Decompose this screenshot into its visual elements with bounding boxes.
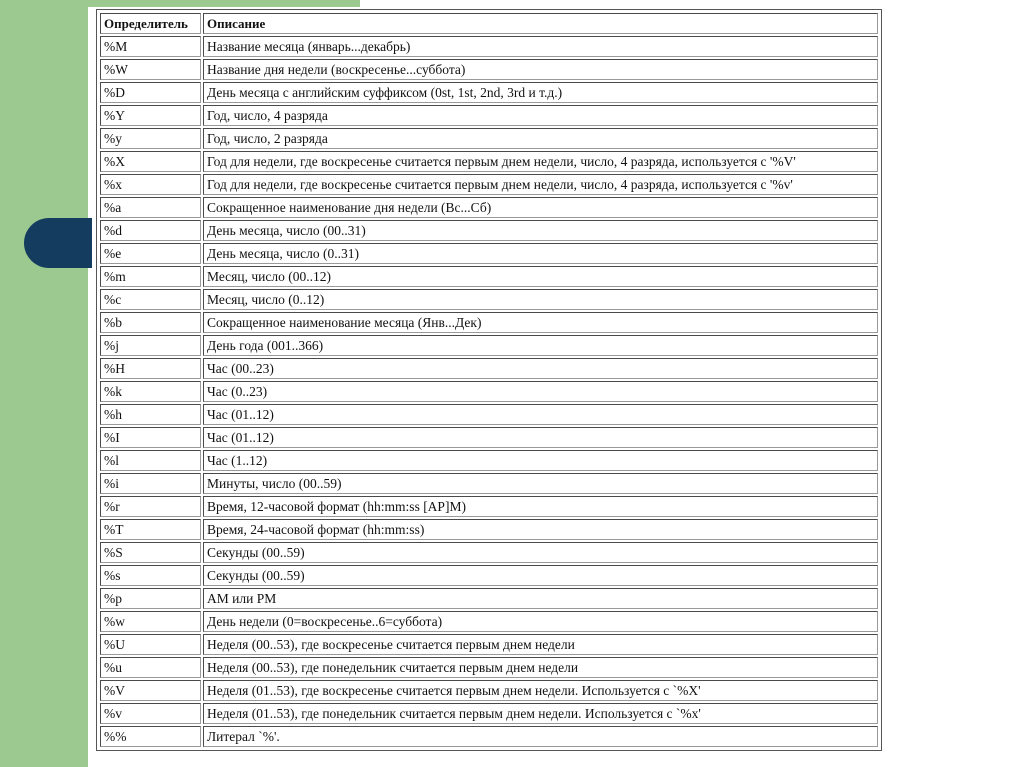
table-row — [100, 174, 878, 195]
table-row — [100, 197, 878, 218]
specifier-cell: %s — [100, 565, 201, 586]
table-row — [100, 220, 878, 241]
description-cell: Неделя (01..53), где воскресенье считается первым днем недели. Используется с `%X' — [203, 680, 878, 701]
slide-tab-decor — [24, 218, 92, 268]
format-specifiers-table — [98, 11, 880, 749]
specifier-cell: %v — [100, 703, 201, 724]
table-row — [100, 82, 878, 103]
description-cell: Час (0..23) — [203, 381, 878, 402]
description-cell: Час (1..12) — [203, 450, 878, 471]
specifier-cell: %w — [100, 611, 201, 632]
description-cell: Год для недели, где воскресенье считается первым днем недели, число, 4 разряда, используется с '%V' — [203, 151, 878, 172]
table-row — [100, 151, 878, 172]
specifier-cell: %H — [100, 358, 201, 379]
top-decor-strip — [88, 0, 360, 7]
specifier-cell: %k — [100, 381, 201, 402]
specifier-cell: %M — [100, 36, 201, 57]
table-row — [100, 450, 878, 471]
specifier-cell: %Y — [100, 105, 201, 126]
table-row — [100, 358, 878, 379]
table-header-row — [100, 13, 878, 34]
table-row — [100, 105, 878, 126]
description-cell: Время, 12-часовой формат (hh:mm:ss [AP]M) — [203, 496, 878, 517]
table-row — [100, 680, 878, 701]
description-cell: Неделя (00..53), где понедельник считается первым днем недели — [203, 657, 878, 678]
table-row — [100, 427, 878, 448]
description-cell: Час (01..12) — [203, 427, 878, 448]
description-cell: Час (00..23) — [203, 358, 878, 379]
specifier-cell: %S — [100, 542, 201, 563]
table-row — [100, 312, 878, 333]
description-cell: Год, число, 4 разряда — [203, 105, 878, 126]
table-row — [100, 542, 878, 563]
description-cell: Месяц, число (0..12) — [203, 289, 878, 310]
specifier-cell: %T — [100, 519, 201, 540]
description-cell: Название дня недели (воскресенье...суббота) — [203, 59, 878, 80]
description-cell: Месяц, число (00..12) — [203, 266, 878, 287]
specifier-cell: %x — [100, 174, 201, 195]
specifier-cell: %X — [100, 151, 201, 172]
description-cell: Название месяца (январь...декабрь) — [203, 36, 878, 57]
table-row — [100, 473, 878, 494]
specifier-cell: %I — [100, 427, 201, 448]
specifier-cell: %D — [100, 82, 201, 103]
specifier-cell: %y — [100, 128, 201, 149]
format-specifiers-table-frame — [96, 9, 882, 751]
specifier-cell: %j — [100, 335, 201, 356]
specifier-cell: %p — [100, 588, 201, 609]
description-cell: День года (001..366) — [203, 335, 878, 356]
table-row — [100, 335, 878, 356]
description-cell: Час (01..12) — [203, 404, 878, 425]
table-row — [100, 128, 878, 149]
specifier-cell: %c — [100, 289, 201, 310]
specifier-cell: %U — [100, 634, 201, 655]
table-row — [100, 381, 878, 402]
description-cell: День недели (0=воскресенье..6=суббота) — [203, 611, 878, 632]
table-row — [100, 404, 878, 425]
table-row — [100, 611, 878, 632]
description-cell: День месяца, число (00..31) — [203, 220, 878, 241]
side-decor-panel — [0, 0, 88, 767]
table-row — [100, 634, 878, 655]
description-cell: Сокращенное наименование месяца (Янв...Дек) — [203, 312, 878, 333]
specifier-cell: %l — [100, 450, 201, 471]
header-specifier: Определитель — [100, 13, 201, 34]
specifier-cell: %h — [100, 404, 201, 425]
table-row — [100, 496, 878, 517]
description-cell: Неделя (01..53), где понедельник считается первым днем недели. Используется с `%x' — [203, 703, 878, 724]
table-row — [100, 588, 878, 609]
description-cell: Время, 24-часовой формат (hh:mm:ss) — [203, 519, 878, 540]
specifier-cell: %a — [100, 197, 201, 218]
specifier-cell: %u — [100, 657, 201, 678]
description-cell: День месяца с английским суффиксом (0st, 1st, 2nd, 3rd и т.д.) — [203, 82, 878, 103]
description-cell: Минуты, число (00..59) — [203, 473, 878, 494]
description-cell: День месяца, число (0..31) — [203, 243, 878, 264]
header-description: Описание — [203, 13, 878, 34]
description-cell: AM или PM — [203, 588, 878, 609]
description-cell: Литерал `%'. — [203, 726, 878, 747]
table-row — [100, 59, 878, 80]
table-row — [100, 289, 878, 310]
specifier-cell: %d — [100, 220, 201, 241]
specifier-cell: %m — [100, 266, 201, 287]
specifier-cell: %r — [100, 496, 201, 517]
specifier-cell: %b — [100, 312, 201, 333]
specifier-cell: %% — [100, 726, 201, 747]
description-cell: Сокращенное наименование дня недели (Вс...Сб) — [203, 197, 878, 218]
description-cell: Год для недели, где воскресенье считается первым днем недели, число, 4 разряда, используется с '%v' — [203, 174, 878, 195]
table-row — [100, 657, 878, 678]
table-row — [100, 36, 878, 57]
table-row — [100, 726, 878, 747]
description-cell: Год, число, 2 разряда — [203, 128, 878, 149]
specifier-cell: %W — [100, 59, 201, 80]
table-row — [100, 703, 878, 724]
table-row — [100, 243, 878, 264]
description-cell: Неделя (00..53), где воскресенье считается первым днем недели — [203, 634, 878, 655]
description-cell: Секунды (00..59) — [203, 542, 878, 563]
description-cell: Секунды (00..59) — [203, 565, 878, 586]
table-row — [100, 519, 878, 540]
table-row — [100, 266, 878, 287]
specifier-cell: %e — [100, 243, 201, 264]
specifier-cell: %i — [100, 473, 201, 494]
specifier-cell: %V — [100, 680, 201, 701]
table-row — [100, 565, 878, 586]
